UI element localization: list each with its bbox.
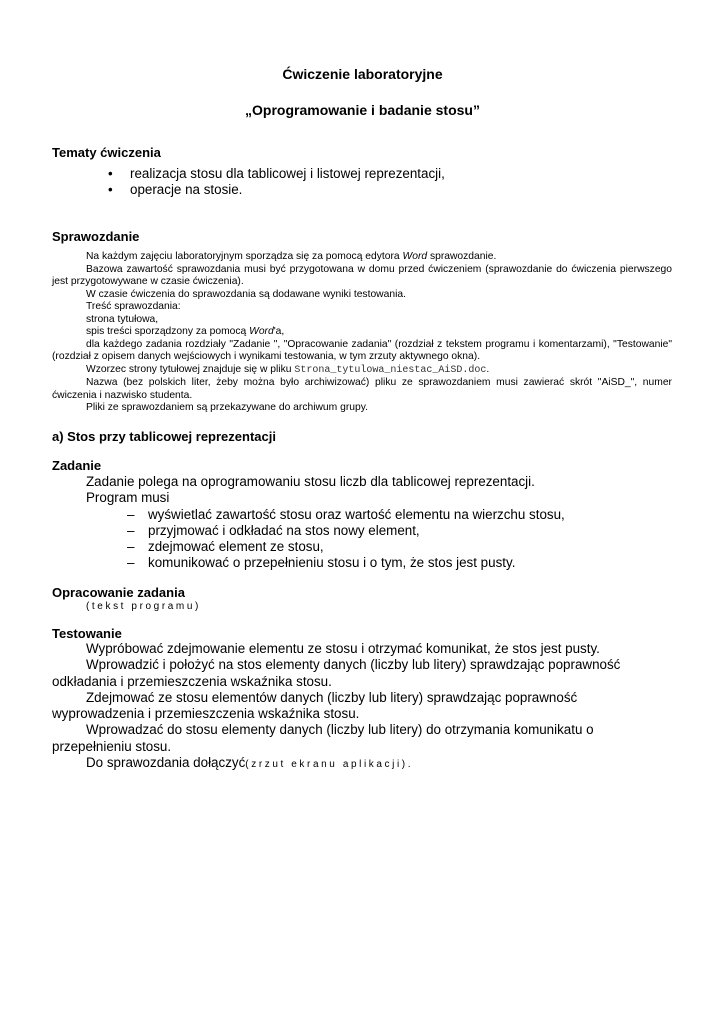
section-a-heading: a) Stos przy tablicowej reprezentacji (52, 429, 276, 444)
report-word-emphasis: Word (249, 326, 274, 337)
report-text: Na każdym zajęciu laboratoryjnym sporządza się za pomocą edytora (86, 251, 403, 262)
testing-text: Do sprawozdania dołączyć (86, 755, 246, 771)
testing-paragraph: Zdejmować ze stosu elementów danych (liczby lub litery) sprawdzając poprawność wyprowadzenia i przemieszczenia wskaźnika stosu. (52, 689, 578, 722)
testing-paragraph: Wprowadzać do stosu elementy danych (liczby lub litery) do otrzymania komunikatu o przepełnieniu stosu. (52, 722, 594, 754)
report-paragraph: strona tytułowa, (86, 313, 159, 325)
report-text: spis treści sporządzony za pomocą (86, 326, 250, 337)
report-text: 'a, (273, 326, 285, 337)
report-paragraph: dla każdego zadania rozdziały "Zadanie ", "Opracowanie zadania" (rozdział z tekstem programu i komentarzami), "Testowanie" (rozdział z opisem danych wejściowych i wynikami testowania, w tym zrzuty aktywnego okna). (52, 338, 672, 362)
report-paragraph: Bazowa zawartość sprawozdania musi być przygotowana w domu przed ćwiczeniem (sprawozdanie do ćwiczenia pierwszego jest przygotowywane w czasie ćwiczenia). (52, 263, 672, 287)
report-paragraph: Treść sprawozdania: (86, 301, 181, 312)
testing-paragraph: Wprowadzić i położyć na stos elementy danych (liczby lub litery) sprawdzając poprawność odkładania i przemieszczenia wskaźnika stosu. (52, 657, 621, 689)
page-subtitle: „Oprogramowanie i badanie stosu” (245, 102, 480, 118)
page-title: Ćwiczenie laboratoryjne (282, 66, 443, 82)
topic-item: • operacje na stosie. (108, 182, 668, 198)
report-paragraph: Pliki ze sprawozdaniem są przekazywane do archiwum grupy. (86, 402, 368, 413)
topics-list (108, 166, 668, 199)
topics-heading: Tematy ćwiczenia (52, 145, 161, 160)
report-paragraph (52, 251, 672, 264)
task-paragraph: Program musi (86, 490, 170, 506)
report-text: Wzorzec strony tytułowej znajduje się w pliku (86, 363, 295, 375)
report-paragraph (52, 364, 672, 378)
task-section (52, 474, 672, 572)
screenshot-note: (zrzut ekranu aplikacji). (245, 759, 414, 771)
development-placeholder: (tekst programu) (86, 601, 201, 612)
testing-section (52, 641, 672, 773)
task-heading: Zadanie (52, 458, 102, 473)
report-word-emphasis: Word (402, 251, 428, 262)
report-paragraph: W czasie ćwiczenia do sprawozdania są dodawane wyniki testowania. (86, 288, 406, 300)
topic-item: • realizacja stosu dla tablicowej i listowej reprezentacji, (108, 166, 668, 182)
report-heading: Sprawozdanie (52, 229, 140, 244)
report-paragraph: Nazwa (bez polskich liter, żeby można było archiwizować) pliku ze sprawozdaniem musi zawierać skrót "AiSD_", numer ćwiczenia i nazwisko studenta. (52, 377, 672, 401)
development-heading: Opracowanie zadania (52, 585, 185, 600)
task-paragraph: Zadanie polega na oprogramowaniu stosu liczb dla tablicowej reprezentacji. (86, 474, 535, 489)
task-requirement-item: – komunikować o przepełnieniu stosu i o tym, że stos jest pusty. (127, 555, 672, 571)
testing-paragraph: Wypróbować zdejmowanie elementu ze stosu i otrzymać komunikat, że stos jest pusty. (86, 641, 600, 656)
template-file-name: Strona_tytulowa_niestac_AiSD.doc (294, 364, 487, 376)
testing-heading: Testowanie (52, 626, 122, 641)
report-paragraph (52, 326, 672, 339)
task-requirements-list (52, 507, 672, 572)
report-text: sprawozdanie. (427, 251, 497, 262)
testing-paragraph (52, 755, 672, 773)
task-requirement-item: – zdejmować element ze stosu, (127, 539, 672, 555)
task-requirement-item: – przyjmować i odkładać na stos nowy element, (127, 523, 672, 539)
report-text: . (486, 363, 490, 375)
report-section (52, 251, 672, 415)
task-requirement-item: – wyświetlać zawartość stosu oraz wartość elementu na wierzchu stosu, (127, 507, 672, 523)
